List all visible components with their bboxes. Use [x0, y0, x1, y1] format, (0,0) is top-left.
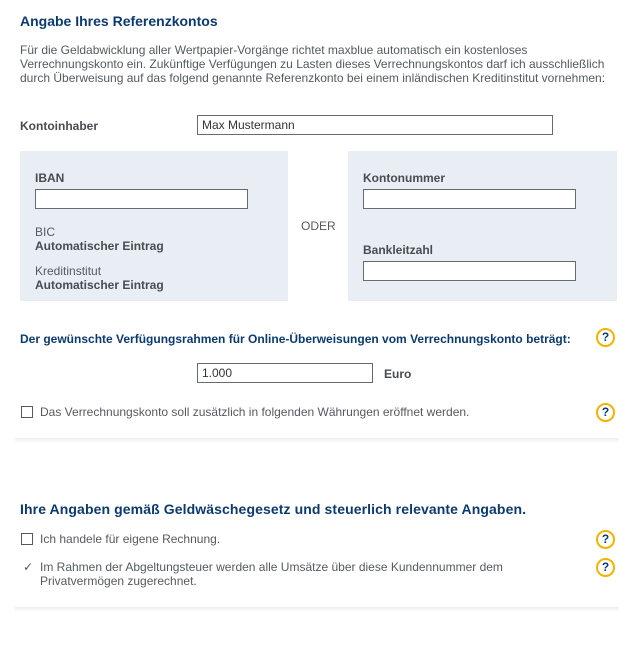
eigene-rechnung-label: Ich handele für eigene Rechnung. — [40, 532, 221, 546]
kontoinhaber-label: Kontoinhaber — [20, 119, 98, 133]
verfuegungsrahmen-question: Der gewünschte Verfügungsrahmen für Online-Überweisungen vom Verrechnungskonto beträgt: — [20, 332, 571, 346]
iban-input[interactable] — [35, 189, 248, 209]
waehrungen-checkbox[interactable] — [21, 406, 33, 418]
kontoinhaber-input[interactable]: Max Mustermann — [197, 115, 553, 135]
kontonummer-input[interactable] — [363, 189, 576, 209]
bankleitzahl-label: Bankleitzahl — [363, 243, 434, 257]
bankleitzahl-input[interactable] — [363, 261, 576, 281]
abgeltung-text — [40, 560, 503, 588]
checkmark-icon: ✓ — [23, 560, 34, 574]
intro-text — [20, 43, 632, 85]
referenzkonto-title: Angabe Ihres Referenzkontos — [20, 13, 218, 29]
geldwaeschegesetz-title: Ihre Angaben gemäß Geldwäschegesetz und steuerlich relevante Angaben. — [20, 501, 527, 517]
kontonummer-label: Kontonummer — [363, 171, 445, 185]
kreditinstitut-label: Kreditinstitut — [35, 264, 102, 278]
verfuegungsrahmen-input[interactable]: 1.000 — [197, 363, 373, 383]
iban-label: IBAN — [35, 171, 65, 185]
eigene-rechnung-checkbox[interactable] — [21, 533, 33, 545]
bic-value: Automatischer Eintrag — [35, 239, 164, 253]
help-icon[interactable]: ? — [596, 403, 615, 422]
euro-unit: Euro — [384, 367, 412, 381]
help-icon[interactable]: ? — [596, 558, 615, 577]
intro-line: durch Überweisung auf das folgend genannte Referenzkonto bei einem inländischen Kreditinstitut vornehmen: — [20, 71, 606, 85]
help-icon[interactable]: ? — [596, 530, 615, 549]
abgeltung-line: Im Rahmen der Abgeltungsteuer werden alle Umsätze über diese Kundennummer dem — [40, 560, 503, 574]
kreditinstitut-value: Automatischer Eintrag — [35, 278, 164, 292]
intro-line: Verrechnungskonto ein. Zukünftige Verfügungen zu Lasten dieses Verrechnungskontos darf ich ausschließlich — [20, 57, 605, 71]
intro-line: Für die Geldabwicklung aller Wertpapier-Vorgänge richtet maxblue automatisch ein kostenloses — [20, 43, 528, 57]
oder-text: ODER — [301, 219, 336, 233]
bic-label: BIC — [35, 225, 56, 239]
section-divider — [15, 607, 619, 612]
help-icon[interactable]: ? — [596, 328, 615, 347]
waehrungen-label: Das Verrechnungskonto soll zusätzlich in folgenden Währungen eröffnet werden. — [40, 405, 470, 419]
section-divider — [15, 438, 619, 443]
abgeltung-line: Privatvermögen zugerechnet. — [40, 574, 197, 588]
